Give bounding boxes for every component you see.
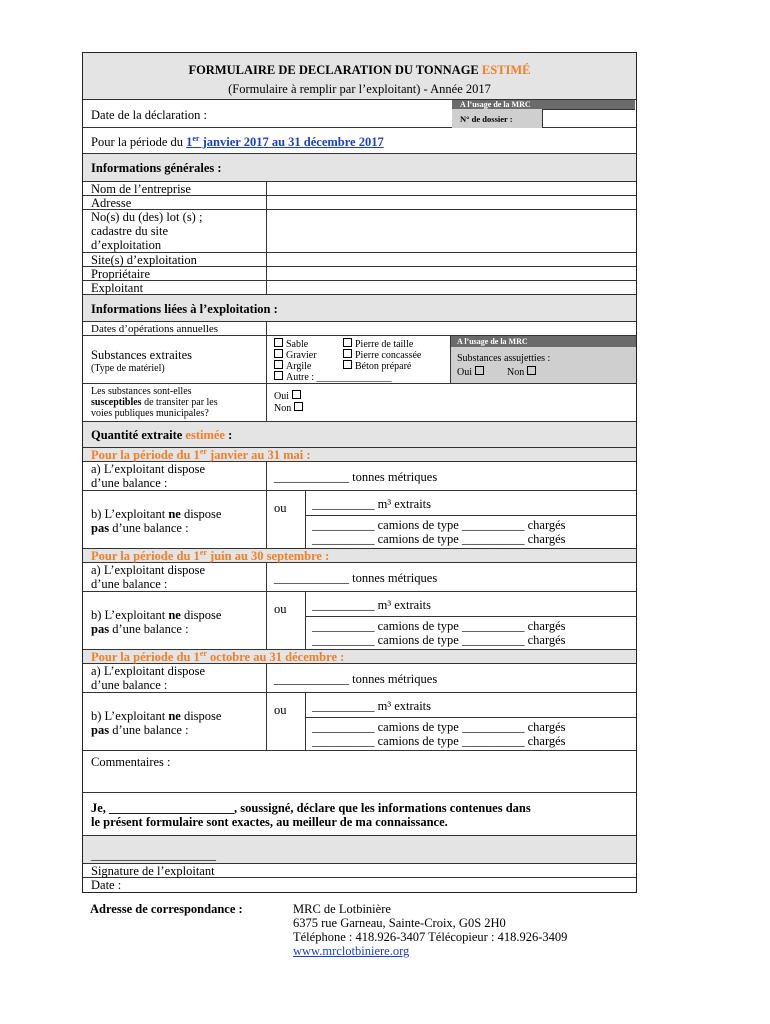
period-3-camions-field-2[interactable]: __________ camions de type __________ chargés: [312, 734, 566, 748]
attestation-line-2: le présent formulaire sont exactes, au meilleur de ma connaissance.: [91, 815, 448, 829]
checkbox-icon: [343, 360, 352, 369]
period-2-no-balance-row: b) L’exploitant ne dispose pas d’une balance : ou __________ m³ extraits __________ camions de type __________ chargés __________ camions de type __________ chargés: [83, 592, 636, 650]
substance-sable[interactable]: Sable: [274, 338, 308, 350]
attestation-row: [83, 793, 636, 836]
declaration-date-label: Date de la déclaration :: [91, 108, 207, 122]
period-1-balance-row: a) L’exploitant dispose d’une balance : ____________ tonnes métriques: [83, 462, 636, 491]
period-2-tonnes-field[interactable]: ____________ tonnes métriques: [274, 571, 438, 585]
period-text: Pour la période du 1er janvier 2017 au 31 décembre 2017: [91, 133, 384, 149]
signature-label-row: [83, 864, 636, 878]
substances-sub-label: (Type de matériel): [91, 363, 165, 374]
lots-field[interactable]: [267, 210, 636, 252]
form-header: [83, 53, 636, 100]
checkbox-icon: [343, 338, 352, 347]
site-row: [83, 253, 636, 267]
date-row[interactable]: [83, 878, 636, 892]
period-3-balance-row: a) L’exploitant dispose d’une balance : ____________ tonnes métriques: [83, 664, 636, 693]
lots-row: [83, 210, 636, 253]
period-3-tonnes-field[interactable]: ____________ tonnes métriques: [274, 672, 438, 686]
period-row: [83, 128, 636, 154]
address-phone: Téléphone : 418.926-3407 Télécopieur : 418.926-3409: [293, 930, 568, 944]
lots-label-1: No(s) du (des) lot (s) ;: [91, 210, 203, 224]
substance-autre[interactable]: Autre : _______________: [274, 371, 392, 383]
period-1-no-balance-row: b) L’exploitant ne dispose pas d’une balance : ou __________ m³ extraits __________ camions de type __________ chargés __________ camions de type __________ chargés: [83, 491, 636, 549]
substance-gravier[interactable]: Gravier: [274, 349, 317, 361]
checkbox-icon: [343, 349, 352, 358]
site-label: Site(s) d’exploitation: [91, 253, 197, 267]
address-label: Adresse de correspondance :: [90, 902, 243, 916]
checkbox-icon: [294, 402, 303, 411]
substance-pierre-taille[interactable]: Pierre de taille: [343, 338, 413, 350]
period-3-no-balance-row: b) L’exploitant ne dispose pas d’une balance : ou __________ m³ extraits __________ camions de type __________ chargés __________ camions de type __________ chargés: [83, 693, 636, 751]
substances-row: [83, 336, 636, 384]
comments-row[interactable]: [83, 751, 636, 793]
signature-label: Signature de l’exploitant: [91, 864, 215, 878]
owner-field[interactable]: [267, 267, 636, 280]
assujetties-oui[interactable]: Oui: [457, 366, 487, 378]
exploitation-heading-row: [83, 295, 636, 322]
quantity-heading-row: [83, 422, 636, 448]
company-name-row: [83, 182, 636, 196]
form-subtitle: (Formulaire à remplir par l’exploitant) - Année 2017: [228, 82, 491, 96]
period-range: 1er janvier 2017 au 31 décembre 2017: [186, 133, 384, 149]
transit-line-3: voies publiques municipales?: [91, 408, 209, 419]
substance-beton[interactable]: Béton préparé: [343, 360, 411, 372]
checkbox-icon: [274, 338, 283, 347]
transit-line-2: susceptibles de transiter par les: [91, 397, 218, 408]
checkbox-icon: [475, 366, 484, 375]
dates-label: Dates d’opérations annuelles: [91, 323, 219, 335]
quantity-heading: Quantité extraite estimée :: [91, 428, 233, 442]
transit-line-1: Les substances sont-elles: [91, 386, 192, 397]
checkbox-icon: [274, 360, 283, 369]
address-label: Adresse: [91, 196, 132, 210]
substance-pierre-concassee[interactable]: Pierre concassée: [343, 349, 421, 361]
signature-row[interactable]: [83, 836, 636, 864]
assujetties-non[interactable]: Non: [507, 366, 539, 378]
transit-oui[interactable]: Oui: [274, 390, 304, 402]
quantity-period-1: Pour la période du 1er janvier au 31 mai :: [83, 448, 636, 462]
address-name: MRC de Lotbinière: [293, 902, 391, 916]
period-2-balance-row: a) L’exploitant dispose d’une balance : ____________ tonnes métriques: [83, 563, 636, 592]
company-name-label: Nom de l’entreprise: [91, 182, 191, 196]
period-1-m3-field[interactable]: __________ m³ extraits: [312, 497, 432, 511]
address-street: 6375 rue Garneau, Sainte-Croix, G0S 2H0: [293, 916, 506, 930]
operator-field[interactable]: [267, 281, 636, 294]
general-heading: Informations générales :: [91, 161, 222, 175]
period-3-camions-field-1[interactable]: __________ camions de type __________ chargés: [312, 720, 566, 734]
company-name-field[interactable]: [267, 182, 636, 195]
dossier-label-cell: N° de dossier :: [452, 109, 542, 128]
lots-label-2: cadastre du site: [91, 224, 169, 238]
checkbox-icon: [274, 371, 283, 380]
comments-label: Commentaires :: [91, 755, 171, 769]
declaration-form: [82, 52, 637, 893]
period-1-tonnes-field[interactable]: ____________ tonnes métriques: [274, 470, 438, 484]
transit-non[interactable]: Non: [274, 402, 306, 414]
lots-label-3: d’exploitation: [91, 238, 162, 252]
dossier-input[interactable]: [542, 109, 635, 127]
operator-row: [83, 281, 636, 295]
signature-line: ____________________: [91, 848, 216, 862]
exploitation-heading: Informations liées à l’exploitation :: [91, 302, 278, 316]
period-1-camions-field-2[interactable]: __________ camions de type __________ chargés: [312, 532, 566, 546]
checkbox-icon: [527, 366, 536, 375]
substances-label: Substances extraites: [91, 348, 193, 362]
owner-row: [83, 267, 636, 281]
site-field[interactable]: [267, 253, 636, 266]
quantity-period-3: Pour la période du 1er octobre au 31 décembre :: [83, 650, 636, 664]
dates-row: [83, 322, 636, 336]
declaration-date-row: [83, 100, 636, 128]
assujetties-box: [451, 347, 636, 383]
mrc-usage-header: A l’usage de la MRC: [452, 100, 635, 109]
period-2-camions-field-2[interactable]: __________ camions de type __________ chargés: [312, 633, 566, 647]
date-label: Date :: [91, 878, 122, 892]
assujetties-label: Substances assujetties :: [457, 353, 551, 364]
general-heading-row: [83, 154, 636, 182]
checkbox-icon: [274, 349, 283, 358]
form-title: FORMULAIRE DE DECLARATION DU TONNAGE ESTIMÉ: [188, 63, 531, 77]
checkbox-icon: [292, 390, 301, 399]
address-row: [83, 196, 636, 210]
quantity-period-2: Pour la période du 1er juin au 30 septembre :: [83, 549, 636, 563]
period-2-m3-field[interactable]: __________ m³ extraits: [312, 598, 432, 612]
period-3-m3-field[interactable]: __________ m³ extraits: [312, 699, 432, 713]
transit-row: [83, 384, 636, 422]
period-2-camions-field-1[interactable]: __________ camions de type __________ chargés: [312, 619, 566, 633]
attestation-line-1: Je, ____________________, soussigné, déclare que les informations contenues dans: [91, 801, 531, 815]
mrc-usage-header-2: A l’usage de la MRC: [451, 336, 636, 347]
owner-label: Propriétaire: [91, 267, 151, 281]
address-field[interactable]: [267, 196, 636, 209]
operator-label: Exploitant: [91, 281, 144, 295]
period-1-camions-field-1[interactable]: __________ camions de type __________ chargés: [312, 518, 566, 532]
website-link[interactable]: www.mrclotbiniere.org: [293, 944, 410, 958]
dates-field[interactable]: [267, 322, 636, 335]
substance-argile[interactable]: Argile: [274, 360, 311, 372]
